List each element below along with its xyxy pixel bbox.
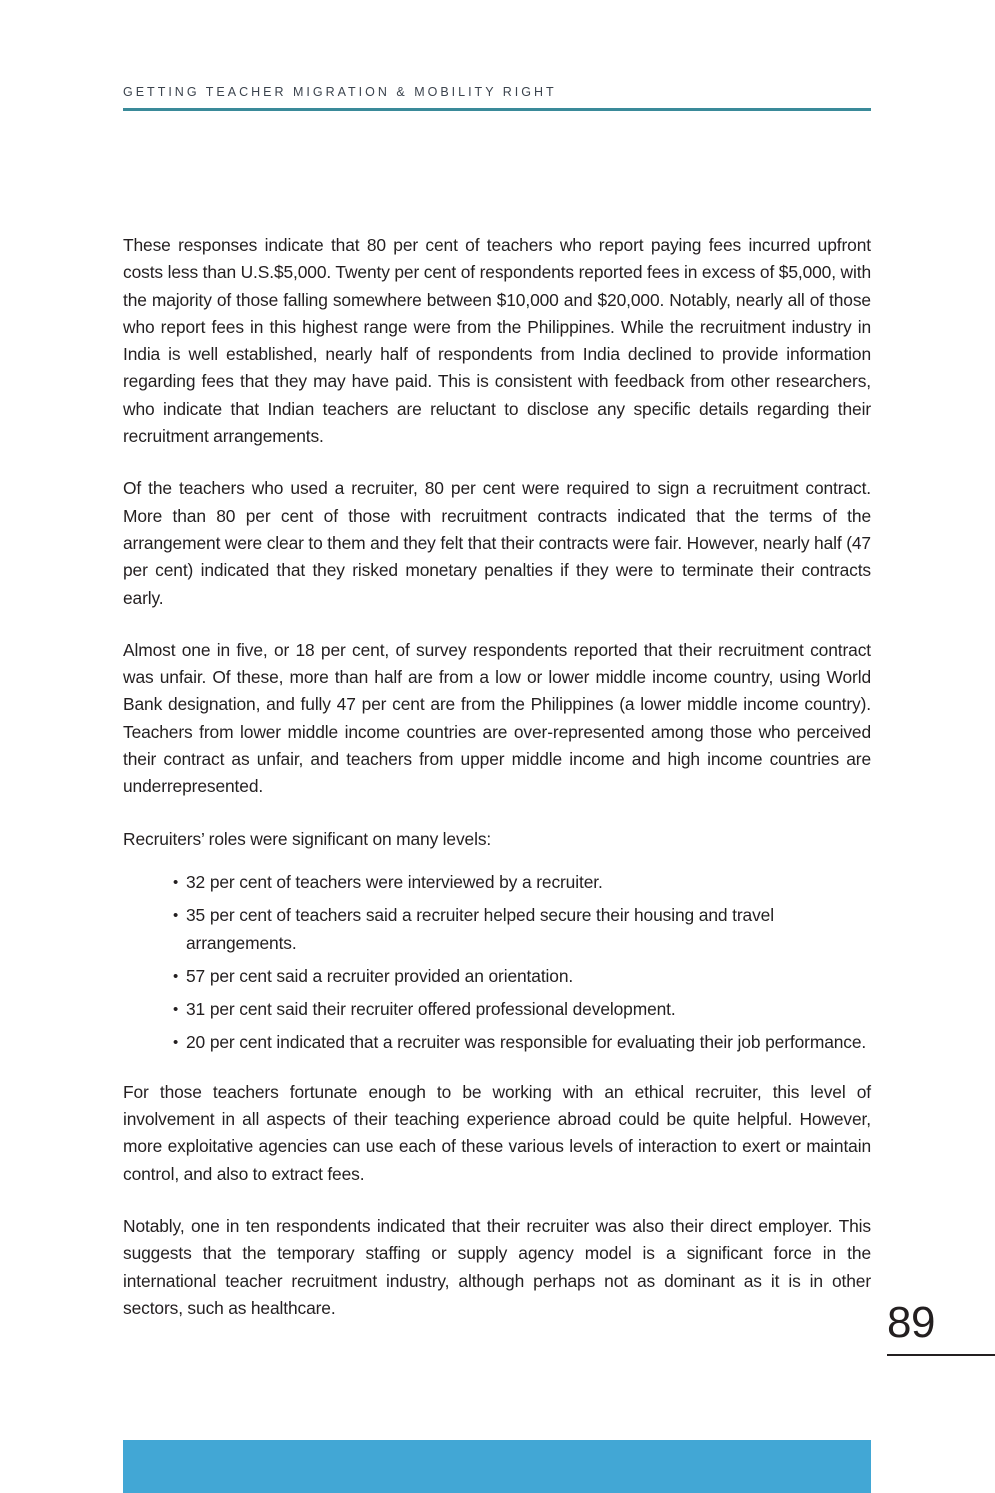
list-item (173, 902, 871, 957)
list-item-label: 57 per cent said a recruiter provided an orientation. (186, 965, 574, 986)
body-text-column (123, 232, 871, 1322)
running-header-title: GETTING TEACHER MIGRATION & MOBILITY RIGHT (123, 85, 557, 99)
list-item-label: 31 per cent said their recruiter offered professional development. (186, 999, 676, 1020)
folio-divider-rule (887, 1354, 995, 1356)
running-header (123, 84, 871, 111)
list-item (173, 1029, 871, 1056)
list-item (173, 996, 871, 1023)
paragraph-ethical-recruiter: For those teachers fortunate enough to be working with an ethical recruiter, this level of involvement in all aspects of their teaching experience abroad could be quite helpful. However, more exploitative agencies can use each of these various levels of interaction to exert or maintain control, and also to extract fees. (123, 1081, 871, 1184)
paragraph-fees-reported: These responses indicate that 80 per cent of teachers who report paying fees incurred upfront costs less than U.S.$5,000. Twenty per cent of respondents reported fees in excess of $5,000, with the majority of those falling somewhere between $10,000 and $20,000. Notably, nearly all of those who report fees in this highest range were from the Philippines. While the recruitment industry in India is well established, nearly half of respondents from India declined to provide information regarding fees that they may have paid. This is consistent with feedback from other researchers, who indicate that Indian teachers are reluctant to disclose any specific details regarding their recruitment arrangements. (123, 235, 871, 447)
bullet-icon: • (173, 1034, 179, 1052)
bullet-icon: • (173, 873, 179, 891)
list-item (173, 963, 871, 990)
paragraph-direct-employer: Notably, one in ten respondents indicated that their recruiter was also their direct employer. This suggests that the temporary staffing or supply agency model is a significant force in the international teacher recruitment industry, although perhaps not as dominant as it is in other sectors, such as healthcare. (123, 1215, 871, 1318)
list-item-label: 35 per cent of teachers said a recruiter helped secure their housing and travel arrangements. (186, 905, 774, 953)
paragraph-unfair-contracts: Almost one in five, or 18 per cent, of survey respondents reported that their recruitment contract was unfair. Of these, more than half are from a low or lower middle income country, using World Bank designation, and fully 47 per cent are from the Philippines (a lower middle income country). Teachers from lower middle income countries are over-represented among those who perceived their contract as unfair, and teachers from upper middle income and high income countries are underrepresented. (123, 639, 871, 797)
header-divider-rule (123, 108, 871, 111)
paragraph-recruitment-contracts: Of the teachers who used a recruiter, 80 per cent were required to sign a recruitment contract. More than 80 per cent of those with recruitment contracts indicated that the terms of the arrangement were clear to them and they felt that their contracts were fair. However, nearly half (47 per cent) indicated that they risked monetary penalties if they were to terminate their contracts early. (123, 478, 871, 608)
bullet-icon: • (173, 1001, 179, 1019)
page-number: 89 (887, 1298, 935, 1347)
bullet-icon: • (173, 907, 179, 925)
recruiter-roles-list (123, 869, 871, 1057)
footer-color-bar (123, 1440, 871, 1493)
list-item (173, 869, 871, 896)
bullet-icon: • (173, 967, 179, 985)
list-lead-in-text: Recruiters’ roles were significant on many levels: (123, 828, 492, 849)
page-folio (875, 1298, 995, 1356)
list-item-label: 32 per cent of teachers were interviewed by a recruiter. (186, 871, 603, 892)
list-item-label: 20 per cent indicated that a recruiter was responsible for evaluating their job performance. (186, 1032, 867, 1053)
